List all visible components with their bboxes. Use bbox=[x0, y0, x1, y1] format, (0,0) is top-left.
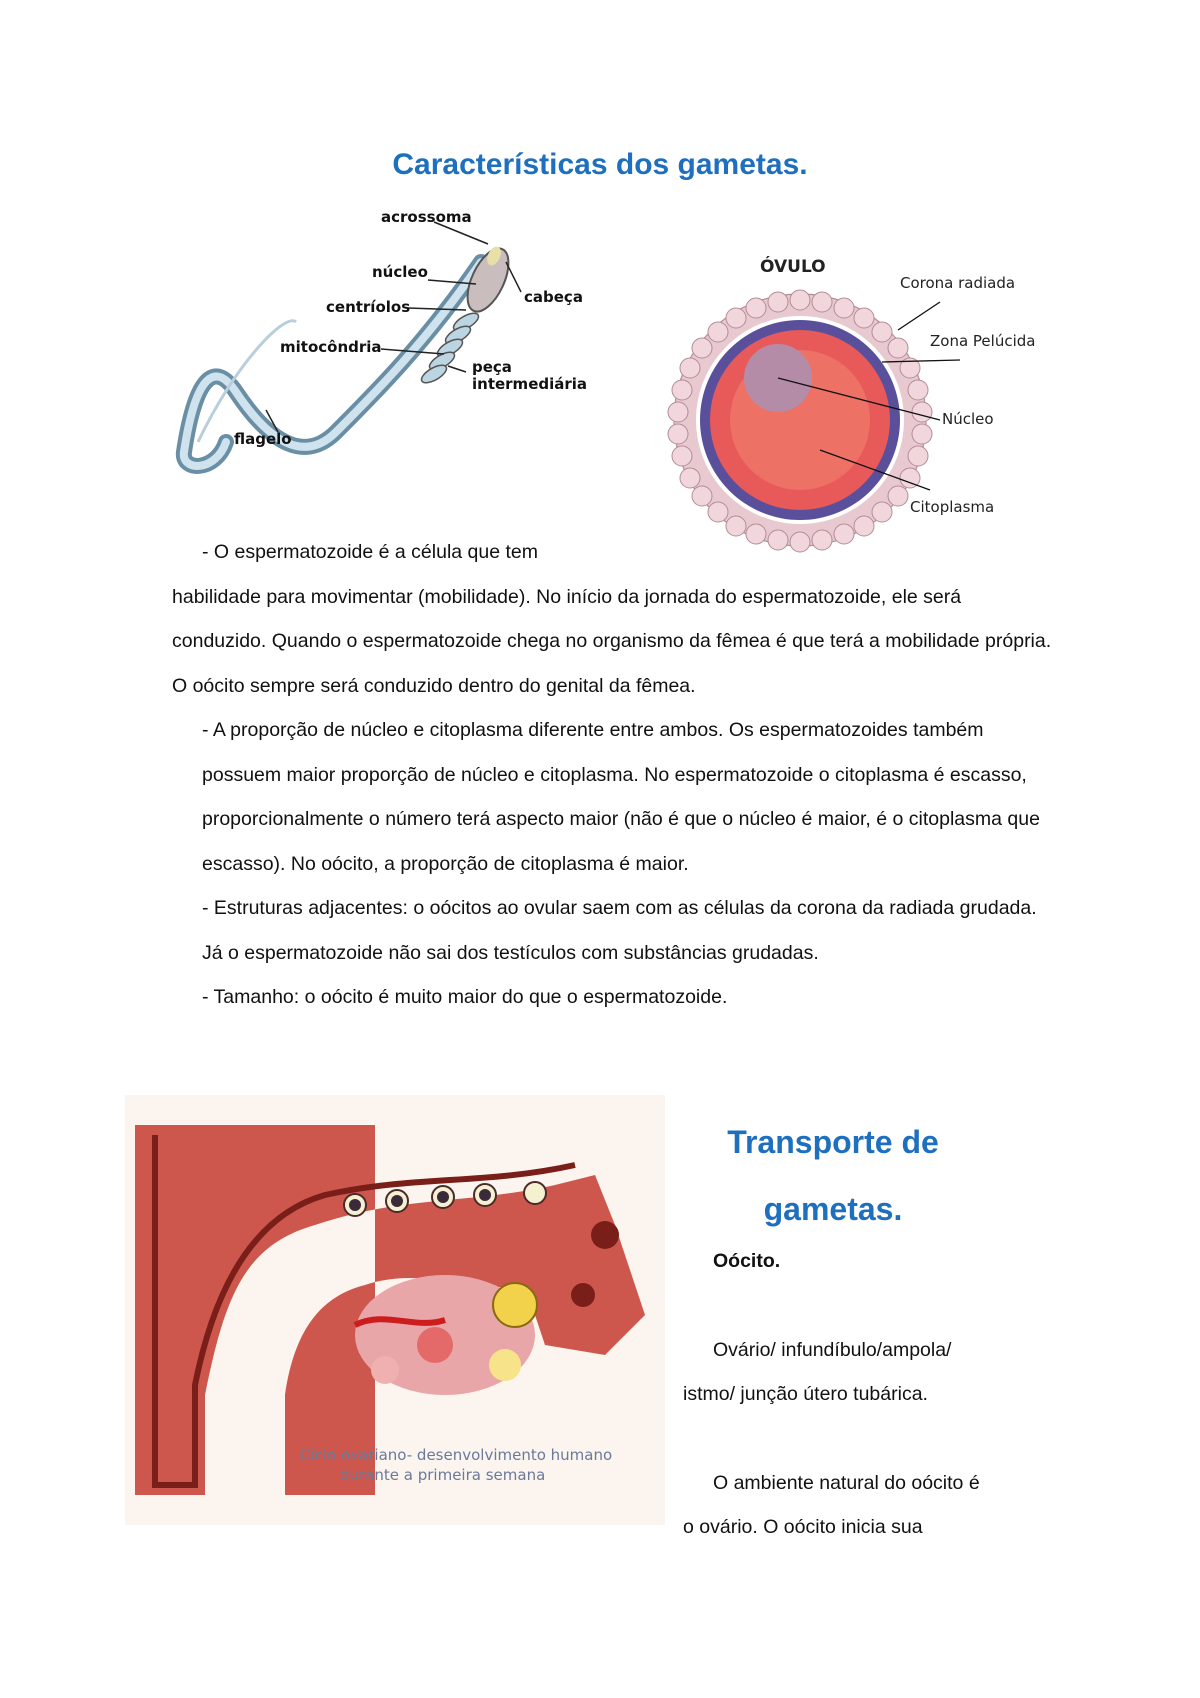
ovum-title: ÓVULO bbox=[760, 257, 826, 277]
section-title-line-2: gametas. bbox=[763, 1191, 903, 1227]
route-line-2: istmo/ junção útero tubárica. bbox=[683, 1383, 928, 1405]
paragraph-3: - Estruturas adjacentes: o oócitos ao ovular saem com as células da corona da radiada grudada. Já o espermatozoide não sai dos testículos com substâncias grudadas. bbox=[202, 897, 1037, 964]
label-cabeca: cabeça bbox=[524, 288, 583, 306]
paragraph-2: - A proporção de núcleo e citoplasma diferente entre ambos. Os espermatozoides também possuem maior proporção de núcleo e citoplasma. No espermatozoide o citoplasma é escasso, proporcionalmente o número terá aspecto maior (não é que o núcleo é maior, é o citoplasma que escasso). No oócito, a proporção de citoplasma é maior. bbox=[202, 719, 1040, 875]
ovarian-cycle-figure bbox=[125, 1095, 665, 1525]
label-citoplasma: Citoplasma bbox=[910, 498, 995, 516]
label-peca: peça bbox=[472, 358, 512, 376]
label-centriolos: centríolos bbox=[326, 298, 411, 316]
spermatozoon-figure bbox=[176, 208, 616, 502]
figure-caption-line-1: Ciclo ovariano- desenvolvimento humano bbox=[300, 1446, 613, 1464]
body-text bbox=[172, 530, 1052, 1020]
paragraph-1-first-line: - O espermatozoide é a célula que tem bbox=[202, 541, 539, 563]
figure-caption-line-2: durante a primeira semana bbox=[340, 1466, 546, 1484]
label-nucleo: núcleo bbox=[372, 263, 428, 281]
label-zona-pelucida: Zona Pelúcida bbox=[930, 332, 1036, 350]
label-nucleo-ovulo: Núcleo bbox=[942, 410, 994, 428]
label-flagelo: flagelo bbox=[234, 430, 292, 448]
label-mitocondria: mitocôndria bbox=[280, 338, 382, 356]
label-acrossoma: acrossoma bbox=[381, 208, 472, 226]
paragraph-4: - Tamanho: o oócito é muito maior do que o espermatozoide. bbox=[202, 986, 728, 1008]
section-title-line-1: Transporte de bbox=[727, 1124, 939, 1160]
paragraph-1: habilidade para movimentar (mobilidade). No início da jornada do espermatozoide, ele será conduzido. Quando o espermatozoide chega no organismo da fêmea é que terá a mobilidade própria. O oócito sempre será conduzido dentro do genital da fêmea. bbox=[172, 585, 1052, 697]
ovum-figure bbox=[660, 250, 1040, 550]
label-corona-radiada: Corona radiada bbox=[900, 274, 1016, 292]
transport-section bbox=[683, 1115, 1023, 1550]
subtitle-oocito: Oócito. bbox=[713, 1250, 781, 1272]
label-intermediaria: intermediária bbox=[472, 375, 588, 393]
page-title: Características dos gametas. bbox=[392, 148, 808, 181]
route-line-1: Ovário/ infundíbulo/ampola/ bbox=[713, 1338, 952, 1361]
env-line-2: o ovário. O oócito inicia sua bbox=[683, 1516, 923, 1538]
env-line-1: O ambiente natural do oócito é bbox=[713, 1471, 980, 1494]
